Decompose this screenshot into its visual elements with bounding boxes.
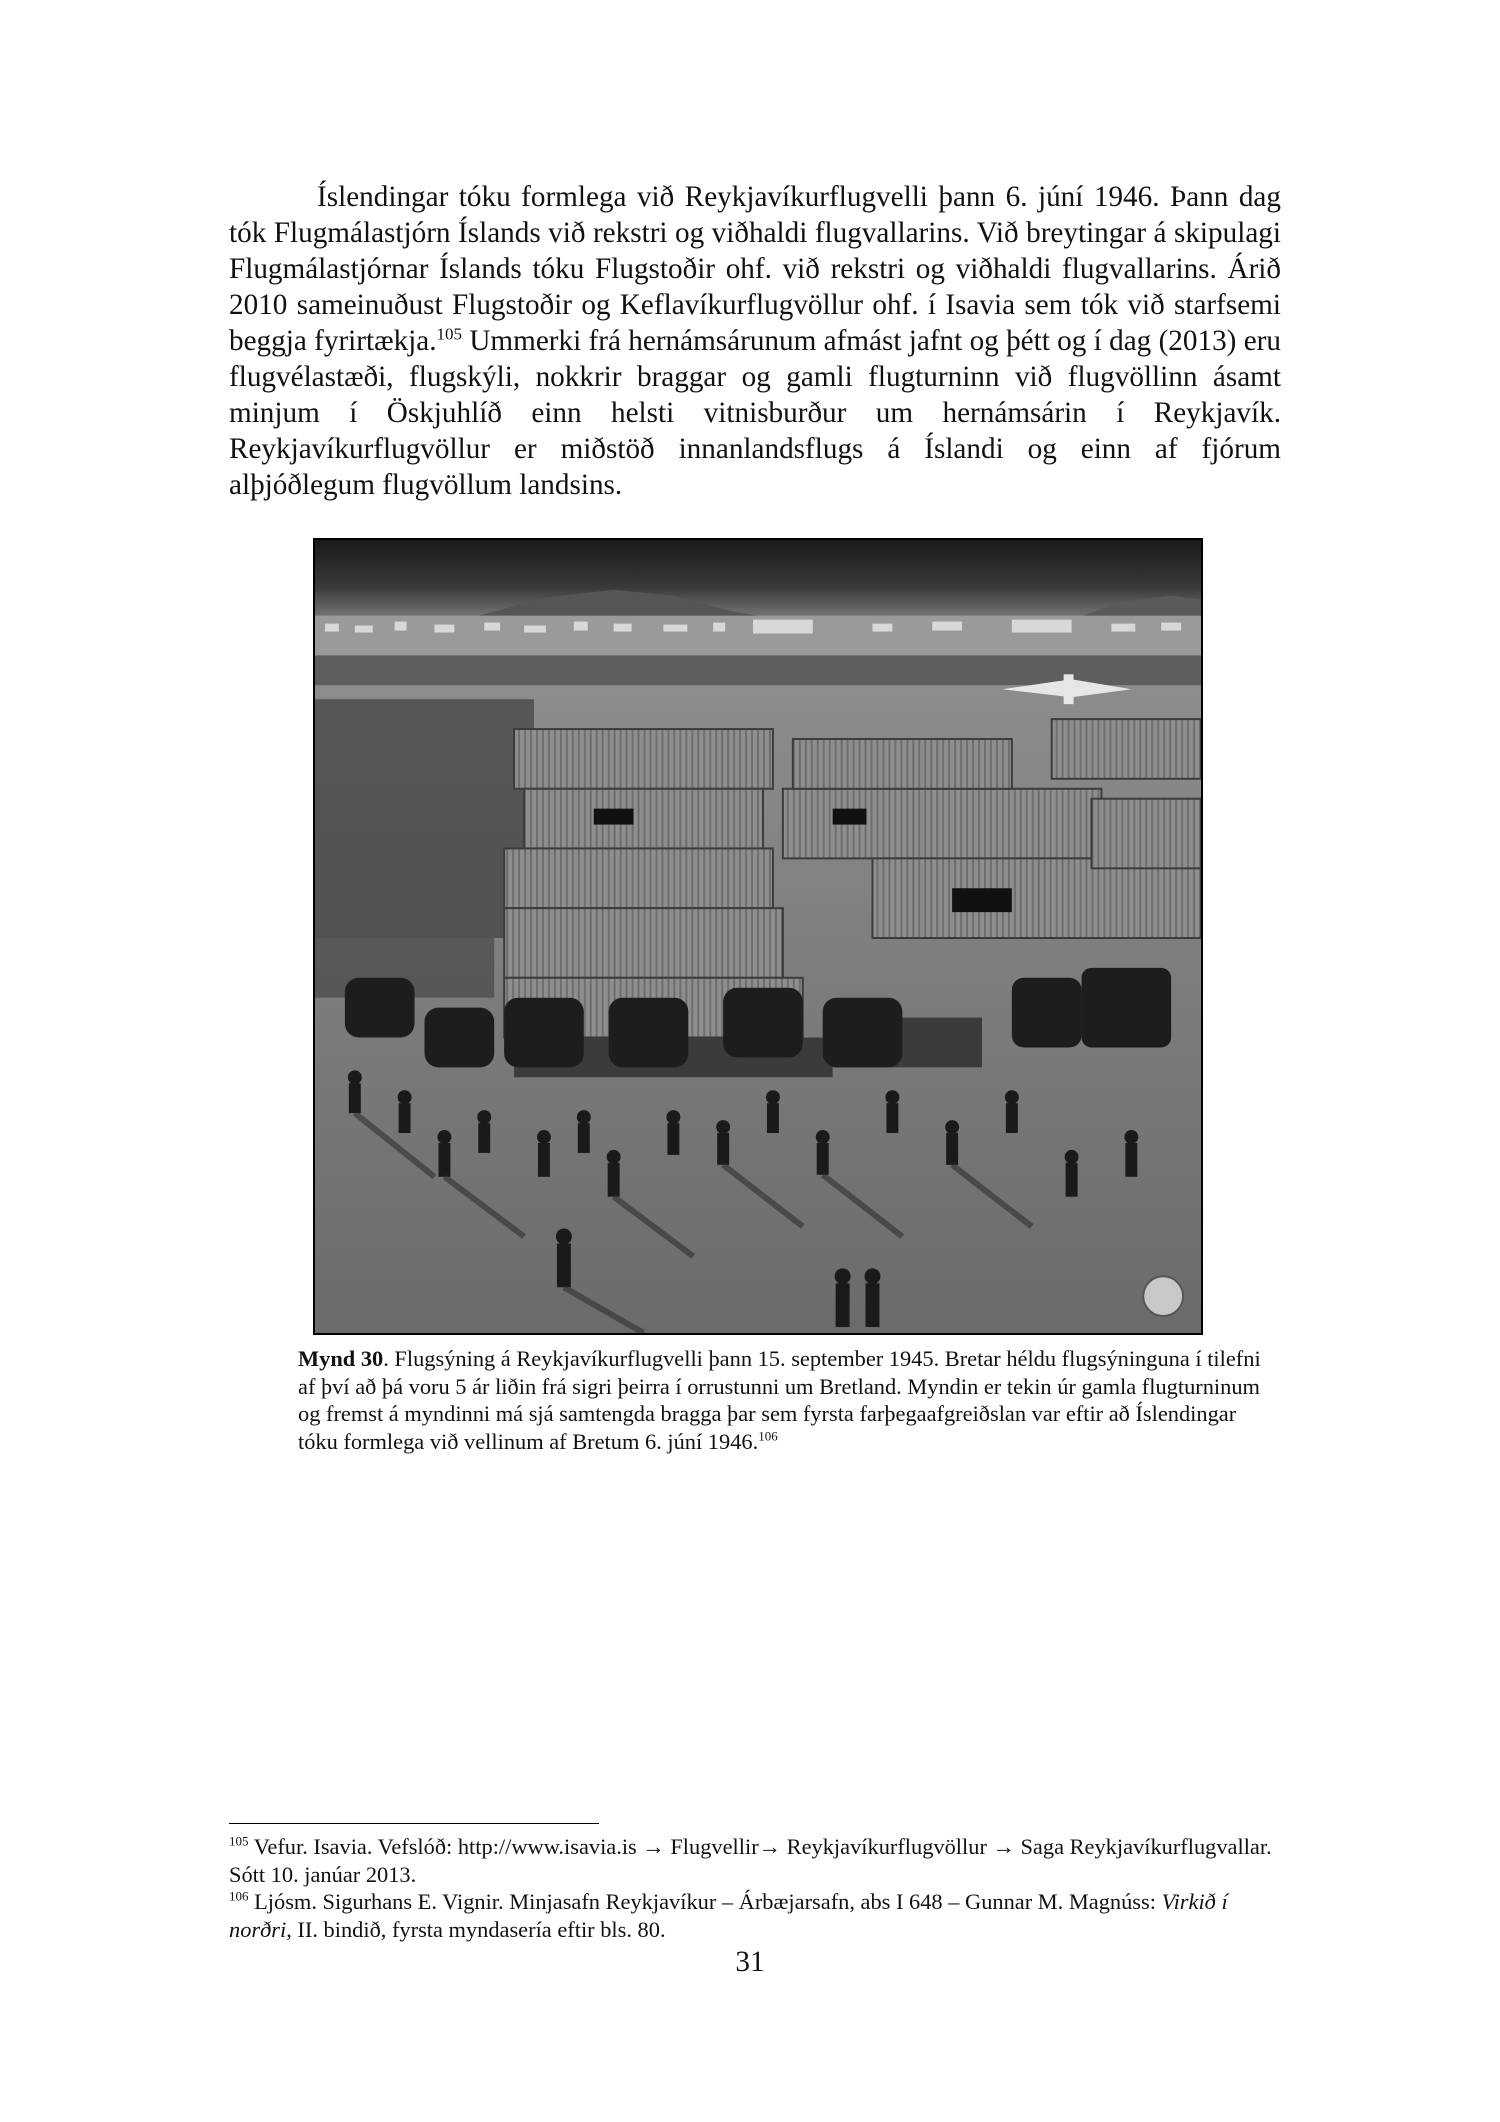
historical-photo-airshow: [313, 538, 1203, 1335]
footnote-text-end: , II. bindið, fyrsta myndasería eftir bls. 80.: [286, 1916, 666, 1942]
footnote-text: Ljósm. Sigurhans E. Vignir. Minjasafn Reykjavíkur – Árbæjarsafn, abs I 648 – Gunnar M. Magnúss:: [248, 1889, 1162, 1915]
footnote-separator: [229, 1823, 599, 1824]
footnote-text: Vefur. Isavia. Vefslóð: http://www.isavia.is → Flugvellir→ Reykjavíkurflugvöllur → Saga Reykjavíkurflugvallar. Sótt 10. janúar 2013.: [229, 1834, 1272, 1887]
paragraph-text-part-2: Ummerki frá hernámsárunum afmást jafnt og þétt og í dag (2013) eru flugvélastæði, flugskýli, nokkrir braggar og gamli flugturninn við flugvöllinn ásamt minjum í Öskjuhlíð einn helsti vitnisburður um hernámsárin í Reykjavík. Reykjavíkurflugvöllur er miðstöð innanlandsflugs á Íslandi og einn af fjórum alþjóðlegum flugvöllum landsins.: [229, 325, 1281, 501]
footnote-number: 105: [229, 1833, 249, 1849]
figure-caption: [298, 1345, 1270, 1455]
footnote-ref-105[interactable]: 105: [436, 324, 463, 344]
body-paragraph: [229, 179, 1281, 503]
figure-caption-text: . Flugsýning á Reykjavíkurflugvelli þann 15. september 1945. Bretar héldu flugsýninguna í tilefni af því að þá voru 5 ár liðin frá sigri þeirra í orrustunni um Bretland. Myndin er tekin úr gamla flugturninum og fremst á myndinni má sjá samtengda bragga þar sem fyrsta farþegaafgreiðslan var eftir að Íslendingar tóku formlega við vellinum af Bretum 6. júní 1946.: [298, 1346, 1261, 1454]
footnote-number: 106: [229, 1888, 249, 1904]
footnotes: [229, 1833, 1281, 1943]
footnote-105: [229, 1833, 1281, 1888]
figure-label: Mynd 30: [298, 1346, 384, 1371]
paragraph-text-part-1: Íslendingar tóku formlega við Reykjavíkurflugvelli þann 6. júní 1946. Þann dag tók Flugmálastjórn Íslands við rekstri og viðhaldi flugvallarins. Við breytingar á skipulagi Flugmálastjórnar Íslands tóku Flugstoðir ohf. við rekstri og viðhaldi flugvallarins. Árið 2010 sameinuðust Flugstoðir og Keflavíkurflugvöllur ohf. í Isavia sem tók við starfsemi beggja fyrirtækja.: [229, 181, 1281, 357]
page-number: 31: [735, 1946, 765, 1978]
footnote-106: [229, 1888, 1281, 1943]
footnote-book-title: Virkið í norðri: [229, 1889, 1228, 1942]
photo-illustration: [315, 540, 1201, 1333]
footnote-ref-106[interactable]: 106: [758, 1428, 778, 1444]
